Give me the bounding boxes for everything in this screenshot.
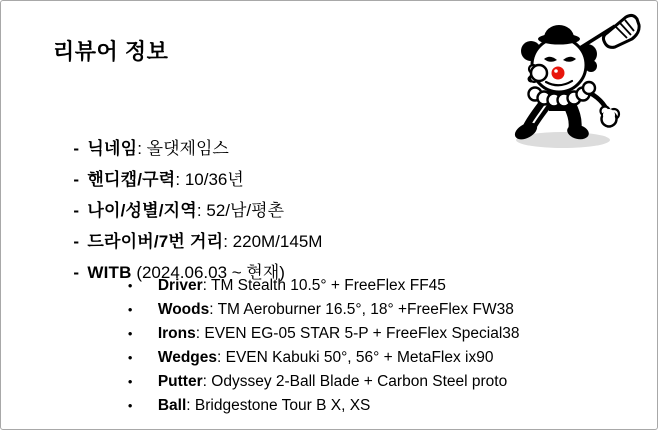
field-label: 드라이버/7번 거리 <box>87 232 224 251</box>
witb-label: Putter <box>157 373 203 390</box>
witb-separator: : <box>186 397 195 414</box>
field-value: (2024.06.03 ~ 현재) <box>136 263 285 282</box>
page-title: 리뷰어 정보 <box>53 39 169 64</box>
clown-nose <box>552 67 565 80</box>
field-label: WITB <box>87 263 132 282</box>
witb-label: Irons <box>157 325 196 342</box>
bullet-marker: • <box>127 302 133 317</box>
witb-separator: : <box>209 301 218 318</box>
witb-separator: : <box>195 325 205 342</box>
witb-label: Wedges <box>157 349 217 366</box>
dash-marker: - <box>73 170 80 189</box>
witb-value: EVEN EG-05 STAR 5-P + FreeFlex Special38 <box>204 325 520 342</box>
witb-label: Driver <box>157 277 203 294</box>
field-value: 220M/145M <box>232 232 323 251</box>
bullet-marker: • <box>127 278 133 293</box>
witb-value: EVEN Kabuki 50°, 56° + MetaFlex ix90 <box>225 349 494 366</box>
mascot-glove <box>529 65 547 82</box>
field-separator: : <box>196 201 207 220</box>
reviewer-field-row <box>45 102 322 158</box>
field-value: 10/36년 <box>184 170 244 189</box>
field-value: 올댓제임스 <box>146 139 229 158</box>
bullet-marker: • <box>127 398 133 413</box>
bullet-marker: • <box>127 326 133 341</box>
witb-value: TM Aeroburner 16.5°, 18° +FreeFlex FW38 <box>217 301 514 318</box>
reviewer-field-list <box>45 102 323 282</box>
dash-marker: - <box>73 139 80 158</box>
bullet-marker: • <box>127 374 133 389</box>
field-separator: : <box>223 232 233 251</box>
clown-golfer-illustration <box>483 11 645 153</box>
witb-label: Woods <box>157 301 210 318</box>
witb-label: Ball <box>157 397 187 414</box>
witb-separator: : <box>217 349 226 366</box>
dash-marker: - <box>73 232 80 251</box>
field-label: 나이/성별/지역 <box>87 201 197 220</box>
field-label: 닉네임 <box>87 139 138 158</box>
witb-value: Bridgestone Tour B X, XS <box>194 397 371 414</box>
witb-list <box>102 250 520 414</box>
field-label: 핸디캡/구력 <box>87 170 176 189</box>
dash-marker: - <box>73 201 80 220</box>
field-separator: : <box>175 170 185 189</box>
bullet-marker: • <box>127 350 133 365</box>
witb-value: TM Stealth 10.5° + FreeFlex FF45 <box>211 277 446 294</box>
witb-separator: : <box>202 373 212 390</box>
witb-value: Odyssey 2-Ball Blade + Carbon Steel proto <box>211 373 508 390</box>
dash-marker: - <box>73 263 80 282</box>
field-value: 52/남/평촌 <box>206 201 284 220</box>
witb-separator: : <box>202 277 211 294</box>
field-separator: : <box>137 139 147 158</box>
